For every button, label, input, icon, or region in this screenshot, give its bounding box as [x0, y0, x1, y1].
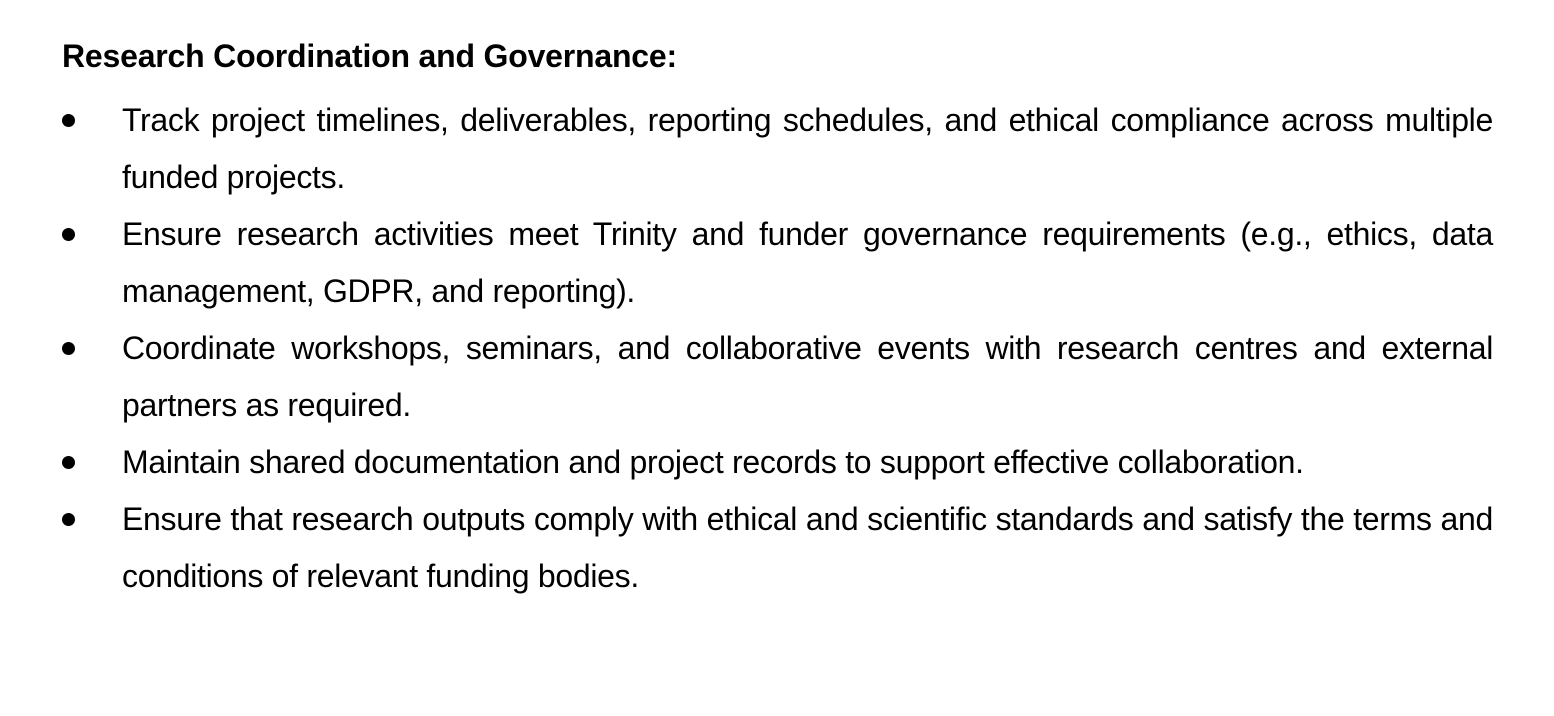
bullet-icon [62, 228, 75, 241]
list-item [62, 92, 1493, 206]
list-item-text: Coordinate workshops, seminars, and collaborative events with research centres and external partners as required. [122, 330, 1493, 423]
bullet-icon [62, 456, 75, 469]
bullet-icon [62, 342, 75, 355]
list-item [62, 320, 1493, 434]
list-item [62, 206, 1493, 320]
list-item-text: Ensure research activities meet Trinity and funder governance requirements (e.g., ethics, data management, GDPR, and reporting). [122, 216, 1493, 309]
list-item [62, 491, 1493, 605]
list-item-text: Maintain shared documentation and project records to support effective collaboration. [122, 444, 1304, 480]
bullet-icon [62, 513, 75, 526]
list-item [62, 434, 1493, 491]
list-item-text: Ensure that research outputs comply with ethical and scientific standards and satisfy the terms and conditions of relevant funding bodies. [122, 501, 1493, 594]
list-item-text: Track project timelines, deliverables, reporting schedules, and ethical compliance across multiple funded projects. [122, 102, 1493, 195]
bullet-icon [62, 114, 75, 127]
bullet-list [62, 92, 1493, 605]
document-section [62, 34, 1493, 605]
section-heading: Research Coordination and Governance: [62, 38, 677, 74]
